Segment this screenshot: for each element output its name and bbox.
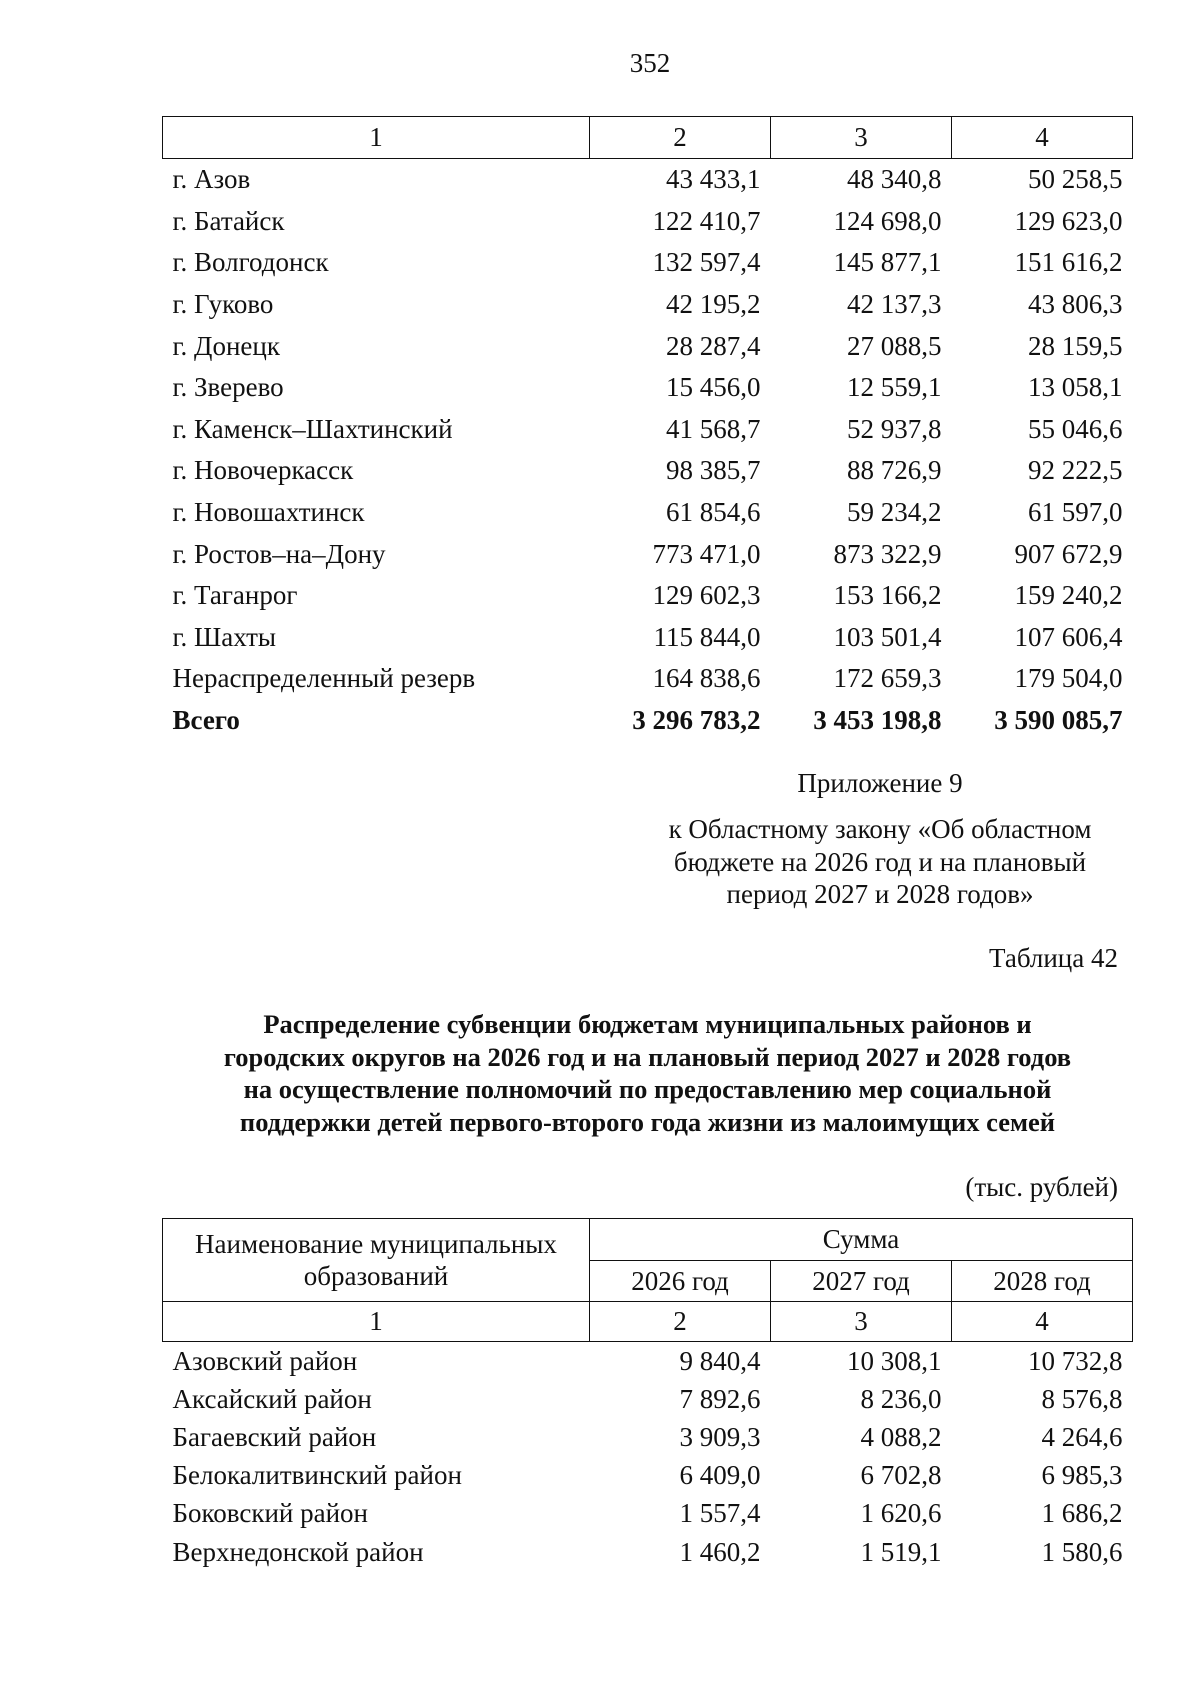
amount-cell: 159 240,2 xyxy=(1014,580,1123,611)
amount-cell: 1 460,2 xyxy=(679,1536,761,1567)
municipality-name: г. Волгодонск xyxy=(172,247,329,278)
title-line: Распределение субвенции бюджетам муниципальных районов и xyxy=(263,1009,1032,1039)
total-label: Всего xyxy=(172,705,240,736)
column-number: 3 xyxy=(771,1302,952,1342)
amount-cell: 41 568,7 xyxy=(666,413,761,444)
table-row xyxy=(163,492,1133,534)
municipality-name: г. Ростов–на–Дону xyxy=(172,538,386,569)
amount-cell: 1 519,1 xyxy=(860,1536,942,1567)
amount-cell: 28 287,4 xyxy=(666,330,761,361)
amount-cell: 6 409,0 xyxy=(679,1460,761,1491)
title-line: на осуществление полномочий по предоставлению мер социальной xyxy=(243,1074,1052,1104)
table-row xyxy=(163,242,1133,284)
amount-cell: 42 195,2 xyxy=(666,289,761,320)
table-row xyxy=(163,1457,1133,1495)
table-row xyxy=(163,1418,1133,1456)
amount-cell: 43 806,3 xyxy=(1028,289,1123,320)
table-row xyxy=(163,325,1133,367)
amount-cell: 6 985,3 xyxy=(1041,1460,1123,1491)
table-row xyxy=(163,284,1133,326)
amount-cell: 873 322,9 xyxy=(833,538,942,569)
municipality-name: г. Зверево xyxy=(172,372,284,403)
amount-cell: 907 672,9 xyxy=(1014,538,1123,569)
amount-cell: 107 606,4 xyxy=(1014,621,1123,652)
amount-cell: 10 732,8 xyxy=(1028,1345,1123,1376)
amount-cell: 52 937,8 xyxy=(847,413,942,444)
amount-cell: 98 385,7 xyxy=(666,455,761,486)
amount-cell: 13 058,1 xyxy=(1028,372,1123,403)
table-row xyxy=(163,450,1133,492)
amount-cell: 122 410,7 xyxy=(652,205,761,236)
amount-cell: 50 258,5 xyxy=(1028,164,1123,195)
page-number: 352 xyxy=(629,48,671,78)
total-amount: 3 590 085,7 xyxy=(994,705,1123,736)
amount-cell: 9 840,4 xyxy=(679,1345,761,1376)
amount-cell: 42 137,3 xyxy=(847,289,942,320)
amount-cell: 43 433,1 xyxy=(666,164,761,195)
amount-cell: 92 222,5 xyxy=(1028,455,1123,486)
amount-cell: 145 877,1 xyxy=(833,247,942,278)
appendix-reference xyxy=(620,813,1140,911)
municipality-name: Нераспределенный резерв xyxy=(172,663,476,694)
amount-cell: 1 686,2 xyxy=(1041,1498,1123,1529)
municipality-name: г. Каменск–Шахтинский xyxy=(172,413,453,444)
amount-cell: 6 702,8 xyxy=(860,1460,942,1491)
amount-cell: 153 166,2 xyxy=(833,580,942,611)
amount-cell: 1 580,6 xyxy=(1041,1536,1123,1567)
amount-cell: 12 559,1 xyxy=(847,372,942,403)
municipality-name: Белокалитвинский район xyxy=(172,1460,462,1491)
amount-cell: 8 236,0 xyxy=(860,1383,942,1414)
column-number-row xyxy=(163,1302,1133,1342)
column-number: 1 xyxy=(163,1302,590,1342)
amount-cell: 773 471,0 xyxy=(652,538,761,569)
table-row xyxy=(163,159,1133,201)
year-header: 2028 год xyxy=(952,1261,1133,1302)
municipality-name: г. Донецк xyxy=(172,330,280,361)
table-row xyxy=(163,367,1133,409)
amount-cell: 61 854,6 xyxy=(666,497,761,528)
municipality-name: Багаевский район xyxy=(172,1421,377,1452)
column-number: 2 xyxy=(590,117,771,159)
amount-cell: 1 620,6 xyxy=(860,1498,942,1529)
amount-cell: 27 088,5 xyxy=(847,330,942,361)
column-number: 2 xyxy=(590,1302,771,1342)
municipality-name: г. Азов xyxy=(172,164,251,195)
appendix-title: Приложение 9 xyxy=(797,768,963,798)
municipality-name: г. Новошахтинск xyxy=(172,497,365,528)
year-header: 2026 год xyxy=(590,1261,771,1302)
table-row xyxy=(163,658,1133,700)
amount-cell: 151 616,2 xyxy=(1014,247,1123,278)
column-number: 3 xyxy=(771,117,952,159)
header-row xyxy=(163,1219,1133,1261)
appendix-line: к Областному закону «Об областном xyxy=(668,814,1092,844)
amount-cell: 1 557,4 xyxy=(679,1498,761,1529)
amount-cell: 88 726,9 xyxy=(847,455,942,486)
table-row xyxy=(163,1342,1133,1381)
municipality-name: г. Шахты xyxy=(172,621,277,652)
municipality-name: Верхнедонской район xyxy=(172,1536,424,1567)
sum-header: Сумма xyxy=(590,1219,1133,1261)
amount-cell: 115 844,0 xyxy=(653,621,761,652)
amount-cell: 4 088,2 xyxy=(860,1421,942,1452)
column-number: 1 xyxy=(163,117,590,159)
name-column-header: Наименование муниципальных образований xyxy=(163,1219,590,1302)
table-row xyxy=(163,201,1133,243)
municipality-name: Аксайский район xyxy=(172,1383,372,1414)
total-amount: 3 453 198,8 xyxy=(813,705,942,736)
table-row xyxy=(163,533,1133,575)
document-title xyxy=(162,1008,1133,1138)
amount-cell: 4 264,6 xyxy=(1041,1421,1123,1452)
amount-cell: 59 234,2 xyxy=(847,497,942,528)
amount-cell: 55 046,6 xyxy=(1028,413,1123,444)
units-label: (тыс. рублей) xyxy=(965,1172,1118,1202)
municipality-name: г. Гуково xyxy=(172,289,274,320)
amount-cell: 179 504,0 xyxy=(1014,663,1123,694)
amount-cell: 129 602,3 xyxy=(652,580,761,611)
table-row xyxy=(163,1533,1133,1571)
title-line: поддержки детей первого-второго года жизни из малоимущих семей xyxy=(239,1106,1056,1137)
amount-cell: 28 159,5 xyxy=(1028,330,1123,361)
amount-cell: 132 597,4 xyxy=(652,247,761,278)
amount-cell: 129 623,0 xyxy=(1014,205,1123,236)
amount-cell: 48 340,8 xyxy=(847,164,942,195)
subvention-table xyxy=(162,1218,1133,1571)
total-row xyxy=(163,700,1133,742)
table-row xyxy=(163,575,1133,617)
amount-cell: 10 308,1 xyxy=(847,1345,942,1376)
total-amount: 3 296 783,2 xyxy=(632,705,761,736)
amount-cell: 3 909,3 xyxy=(679,1421,761,1452)
title-line: городских округов на 2026 год и на плановый период 2027 и 2028 годов xyxy=(223,1041,1072,1072)
amount-cell: 7 892,6 xyxy=(679,1383,761,1414)
amount-cell: 164 838,6 xyxy=(652,663,761,694)
table-row xyxy=(163,1495,1133,1533)
continued-table xyxy=(162,116,1133,741)
amount-cell: 172 659,3 xyxy=(833,663,942,694)
table-row xyxy=(163,1380,1133,1418)
amount-cell: 124 698,0 xyxy=(833,205,942,236)
amount-cell: 103 501,4 xyxy=(833,621,942,652)
municipality-name: г. Батайск xyxy=(172,205,285,236)
year-header: 2027 год xyxy=(771,1261,952,1302)
municipality-name: г. Новочеркасск xyxy=(172,455,354,486)
table-row xyxy=(163,617,1133,659)
amount-cell: 61 597,0 xyxy=(1028,497,1123,528)
municipality-name: Азовский район xyxy=(172,1345,358,1376)
appendix-line: период 2027 и 2028 годов» xyxy=(726,879,1034,909)
column-number: 4 xyxy=(952,1302,1133,1342)
table-label: Таблица 42 xyxy=(989,943,1118,973)
amount-cell: 8 576,8 xyxy=(1041,1383,1123,1414)
table-row xyxy=(163,409,1133,451)
column-number-row xyxy=(163,117,1133,159)
column-number: 4 xyxy=(952,117,1133,159)
municipality-name: Боковский район xyxy=(172,1498,368,1529)
municipality-name: г. Таганрог xyxy=(172,580,298,611)
amount-cell: 15 456,0 xyxy=(666,372,761,403)
appendix-line: бюджете на 2026 год и на плановый xyxy=(673,846,1087,877)
